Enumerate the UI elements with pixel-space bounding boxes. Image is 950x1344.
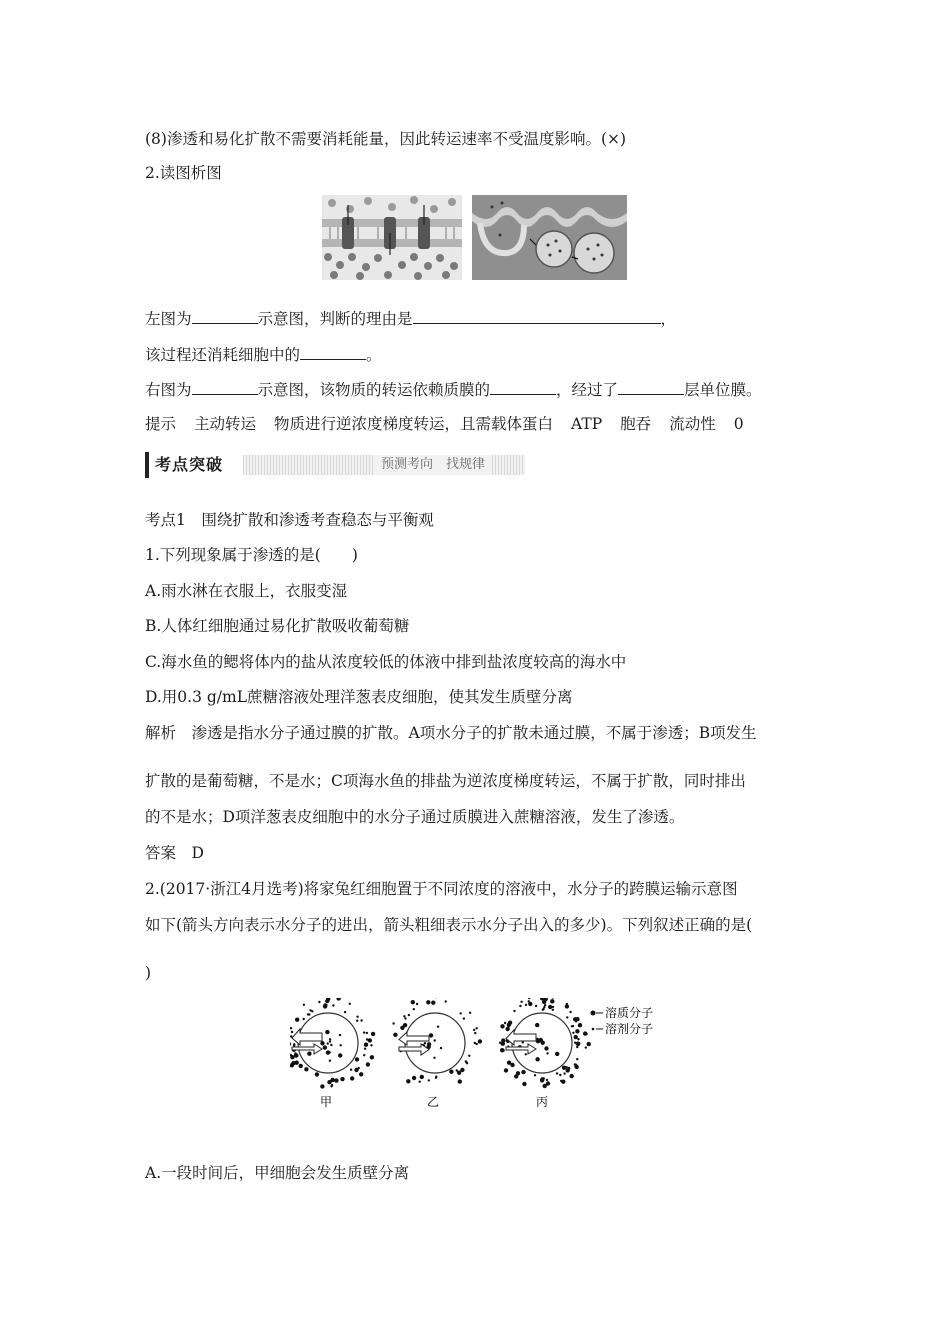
- molecule-dot: [585, 1033, 587, 1035]
- fill-line-3-a: 右图为: [145, 381, 192, 399]
- blank-2[interactable]: [413, 307, 661, 324]
- molecule-dot: [419, 1081, 421, 1083]
- molecule-dot: [466, 1062, 468, 1064]
- molecule-dot: [403, 1015, 405, 1017]
- molecule-dot: [332, 1004, 334, 1006]
- molecule-dot: [460, 1012, 462, 1014]
- cell-label-bing: 丙: [535, 1095, 549, 1109]
- molecule-dot: [542, 1009, 544, 1011]
- molecule-dot: [295, 1018, 299, 1022]
- molecule-dot: [323, 1045, 327, 1049]
- molecule-dot: [433, 1057, 435, 1059]
- molecule-dot: [307, 1052, 311, 1056]
- molecule-dot: [325, 1030, 329, 1034]
- molecule-dot: [349, 1003, 351, 1005]
- molecule-dot: [350, 1076, 354, 1080]
- question-2-line-2: 如下(箭头方向表示水分子的进出，箭头粗细表示水分子出入的多少)。下列叙述正确的是(: [145, 916, 753, 934]
- molecule-dot: [546, 1052, 548, 1054]
- molecule-dot: [535, 1057, 539, 1061]
- question-1-stem: 1.下列现象属于渗透的是( ): [145, 546, 358, 564]
- molecule-dot: [577, 1038, 579, 1040]
- fill-line-1-c: ，: [660, 310, 677, 328]
- molecule-dot: [548, 1005, 552, 1009]
- molecule-dot: [290, 1027, 292, 1029]
- molecule-dot: [563, 1072, 565, 1074]
- answer-line: 答案 D: [145, 844, 204, 862]
- molecule-dot: [544, 1004, 546, 1006]
- endocytosis-figure: [472, 195, 627, 280]
- banner-subtitle: 预测考向 找规律: [375, 455, 491, 475]
- molecule-dot: [363, 1054, 365, 1056]
- molecule-dot: [510, 1063, 514, 1067]
- fill-line-3-d: 层单位膜。: [684, 381, 762, 399]
- molecule-dot: [572, 1032, 574, 1034]
- molecule-dot: [329, 1040, 331, 1042]
- molecule-dot: [329, 1038, 331, 1040]
- molecule-dot: [528, 998, 530, 999]
- molecule-dot: [299, 1064, 303, 1068]
- molecule-dot: [576, 1046, 578, 1048]
- legend-solute-label: 溶质分子: [605, 1006, 654, 1020]
- molecule-dot: [364, 1048, 366, 1050]
- molecule-dot: [437, 1026, 439, 1028]
- molecule-dot: [340, 1077, 344, 1081]
- molecule-dot: [307, 1013, 309, 1015]
- molecule-dot: [559, 1074, 561, 1076]
- molecule-dot: [431, 1001, 435, 1005]
- molecule-dot: [473, 1029, 475, 1031]
- molecule-dot: [330, 1078, 334, 1082]
- question-1-option-a: A.雨水淋在衣服上，衣服变湿: [145, 582, 348, 600]
- molecule-dot: [334, 1078, 338, 1082]
- molecule-dot: [513, 1010, 515, 1012]
- molecule-dot: [449, 1070, 453, 1074]
- blank-1[interactable]: [192, 307, 258, 324]
- molecule-dot: [587, 1042, 591, 1046]
- hint-item: 胞吞: [620, 415, 652, 433]
- molecule-dot: [458, 1079, 462, 1083]
- analysis-line-3: 的不是水；D项洋葱表皮细胞中的水分子通过质膜进入蔗糖溶液，发生了渗透。: [145, 808, 685, 826]
- molecule-dot: [435, 1077, 437, 1079]
- molecule-dot: [504, 1022, 506, 1024]
- blank-6[interactable]: [618, 378, 684, 395]
- molecule-dot: [329, 1060, 331, 1062]
- molecule-dot: [424, 1042, 426, 1044]
- osmosis-cells-figure: [290, 998, 670, 1113]
- molecule-dot: [330, 1044, 332, 1046]
- molecule-dot: [358, 1067, 360, 1069]
- molecule-dot: [499, 1042, 501, 1044]
- molecule-dot: [476, 1027, 478, 1029]
- molecule-dot: [556, 1072, 558, 1074]
- molecule-dot: [565, 1004, 569, 1008]
- molecule-dot: [572, 1025, 574, 1027]
- molecule-dot: [393, 1033, 397, 1037]
- molecule-dot: [369, 1039, 371, 1041]
- water-out-arrow: [506, 1030, 536, 1045]
- fill-line-1: [145, 307, 676, 330]
- water-out-arrow: [292, 1029, 322, 1045]
- molecule-dot: [522, 1041, 524, 1043]
- molecule-dot: [371, 1032, 375, 1036]
- molecule-dot: [568, 1067, 570, 1069]
- molecule-dot: [339, 1034, 341, 1036]
- question-1-option-d: D.用0.3 g/mL蔗糖溶液处理洋葱表皮细胞，使其发生质壁分离: [145, 688, 573, 706]
- molecule-dot: [544, 1046, 548, 1050]
- hint-item: 物质进行逆浓度梯度转运，且需载体蛋白: [274, 415, 554, 433]
- molecule-dot: [566, 1016, 568, 1018]
- molecule-dot: [290, 1055, 294, 1059]
- hint-item: 0: [733, 415, 744, 433]
- molecule-dot: [552, 998, 554, 999]
- blank-4[interactable]: [192, 378, 258, 395]
- molecule-dot: [323, 1003, 327, 1007]
- molecule-dot: [370, 1055, 374, 1059]
- molecule-dot: [303, 1018, 305, 1020]
- molecule-dot: [504, 1068, 508, 1072]
- molecule-dot: [336, 998, 340, 1001]
- molecule-dot: [585, 1046, 587, 1048]
- molecule-dot: [576, 1042, 580, 1046]
- blank-3[interactable]: [300, 343, 366, 360]
- banner-title: 考点突破: [145, 452, 245, 478]
- molecule-dot: [476, 1043, 478, 1045]
- molecule-dot: [303, 1004, 305, 1006]
- molecule-dot: [535, 1005, 537, 1007]
- molecule-dot: [474, 1032, 476, 1034]
- molecule-dot: [320, 1041, 324, 1045]
- molecule-dot: [516, 1071, 520, 1075]
- water-in-arrow: [292, 1044, 322, 1054]
- molecule-dot: [370, 1044, 372, 1046]
- molecule-dot: [356, 1059, 358, 1061]
- fill-line-3-b: 示意图，该物质的转运依赖质膜的: [257, 381, 491, 399]
- molecule-dot: [406, 1079, 410, 1083]
- blank-5[interactable]: [490, 378, 556, 395]
- molecule-dot: [328, 1051, 330, 1053]
- molecule-dot: [520, 1001, 522, 1003]
- molecule-dot: [546, 1079, 548, 1081]
- molecule-dot: [576, 1058, 578, 1060]
- molecule-dot: [500, 1024, 504, 1028]
- molecule-dot: [445, 1000, 447, 1002]
- molecule-dot: [566, 1066, 568, 1068]
- molecule-dot: [574, 1035, 578, 1039]
- molecule-dot: [525, 1053, 527, 1055]
- molecule-dot: [315, 1072, 319, 1076]
- molecule-dot: [546, 1081, 550, 1085]
- molecule-dot: [366, 1032, 368, 1034]
- molecule-dot: [363, 1031, 365, 1033]
- molecule-dot: [434, 1039, 436, 1041]
- molecule-dot: [522, 1082, 526, 1086]
- molecule-dot: [427, 1042, 431, 1046]
- molecule-dot: [569, 1011, 571, 1013]
- legend-solvent-label: 溶剂分子: [605, 1022, 654, 1036]
- molecule-dot: [392, 1022, 394, 1024]
- molecule-dot: [293, 1044, 295, 1046]
- molecule-dot: [408, 1014, 410, 1016]
- molecule-dot: [350, 1069, 352, 1071]
- molecule-dot: [318, 1001, 320, 1003]
- fill-line-3-c: ，经过了: [556, 381, 619, 399]
- molecule-dot: [404, 1017, 406, 1019]
- molecule-dot: [535, 1023, 539, 1027]
- molecule-dot: [311, 1010, 313, 1012]
- fill-line-1-a: 左图为: [145, 310, 192, 328]
- molecule-dot: [463, 1017, 465, 1019]
- section-2-title: 2.读图析图: [145, 164, 222, 182]
- molecule-dot: [468, 1055, 470, 1057]
- hint-label: 提示: [145, 415, 177, 433]
- hint-item: 主动转运: [194, 415, 257, 433]
- molecule-dot: [519, 1005, 521, 1007]
- molecule-dot: [400, 1026, 404, 1030]
- fill-line-2-a: 该过程还消耗细胞中的: [145, 346, 301, 364]
- molecule-dot: [576, 1067, 578, 1069]
- molecule-dot: [578, 1023, 582, 1027]
- question-2-line-1: 2.(2017·浙江4月选考)将家兔红细胞置于不同浓度的溶液中，水分子的跨膜运输示意图: [145, 880, 738, 898]
- molecule-dot: [543, 1077, 545, 1079]
- molecule-dot: [330, 1085, 332, 1087]
- active-transport-figure: [322, 195, 462, 280]
- molecule-dot: [575, 1029, 579, 1033]
- molecule-dot: [501, 1038, 505, 1042]
- molecule-dot: [552, 1009, 554, 1011]
- molecule-dot: [469, 1012, 471, 1014]
- molecule-dot: [356, 1016, 358, 1018]
- section-banner: [145, 452, 525, 478]
- molecule-dot: [440, 1047, 442, 1049]
- molecule-dot: [478, 1039, 482, 1043]
- question-1-option-c: C.海水鱼的鳃将体内的盐从浓度较低的体液中排到盐浓度较高的海水中: [145, 653, 627, 671]
- question-1-option-b: B.人体红细胞通过易化扩散吸收葡萄糖: [145, 617, 410, 635]
- molecule-dot: [420, 1075, 424, 1079]
- analysis-line-2: 扩散的是葡萄糖，不是水；C项海水鱼的排盐为逆浓度梯度转运，不属于扩散，同时排出: [145, 772, 746, 790]
- molecule-dot: [525, 1004, 527, 1006]
- question-2-line-3: ): [145, 964, 152, 982]
- molecule-dot: [507, 1026, 509, 1028]
- molecule-dot: [560, 1080, 562, 1082]
- molecule-dot: [344, 1011, 346, 1013]
- molecule-dot: [570, 1074, 574, 1078]
- molecule-dot: [359, 1072, 363, 1076]
- molecule-dot: [534, 1074, 536, 1076]
- analysis-line-1: 解析 渗透是指水分子通过膜的扩散。A项水分子的扩散未通过膜，不属于渗透；B项发生: [145, 724, 757, 742]
- molecule-dot: [426, 1000, 430, 1004]
- molecule-dot: [364, 1043, 368, 1047]
- fill-line-2: [145, 343, 382, 366]
- review-item-8: (8)渗透和易化扩散不需要消耗能量，因此转运速率不受温度影响。(×): [145, 130, 627, 148]
- molecule-dot: [555, 1052, 559, 1056]
- molecule-dot: [327, 1042, 329, 1044]
- molecule-dot: [367, 1064, 369, 1066]
- molecule-dot: [521, 1070, 525, 1074]
- molecule-dot: [294, 1053, 298, 1057]
- molecule-dot: [338, 1053, 342, 1057]
- fill-line-1-b: 示意图，判断的理由是: [257, 310, 413, 328]
- cell-label-jia: 甲: [319, 1095, 333, 1109]
- question-2-option-a: A.一段时间后，甲细胞会发生质壁分离: [145, 1164, 410, 1182]
- fill-line-3: [145, 378, 762, 401]
- cell-membrane: [405, 1013, 465, 1073]
- molecule-dot: [356, 1020, 358, 1022]
- hint-item: ATP: [571, 415, 603, 433]
- molecule-dot: [290, 1042, 291, 1046]
- fill-line-2-b: 。: [366, 346, 382, 364]
- molecule-dot: [541, 1041, 545, 1045]
- molecule-dot: [411, 1000, 415, 1004]
- molecule-dot: [340, 1044, 342, 1046]
- molecule-dot: [428, 1079, 430, 1081]
- cell-label-yi: 乙: [426, 1095, 440, 1109]
- molecule-dot: [528, 1002, 532, 1006]
- molecule-dot: [413, 1008, 415, 1010]
- molecule-dot: [304, 1067, 308, 1071]
- molecule-dot: [573, 1017, 577, 1021]
- molecule-dot: [412, 1076, 416, 1080]
- molecule-dot: [360, 1019, 362, 1021]
- hint-item: 流动性: [669, 415, 716, 433]
- topic-1-heading: 考点1 围绕扩散和渗透考查稳态与平衡观: [145, 511, 434, 529]
- molecule-dot: [291, 1061, 295, 1065]
- molecule-dot: [550, 999, 554, 1003]
- molecule-dot: [500, 1048, 504, 1052]
- molecule-dot: [536, 1038, 538, 1040]
- molecule-dot: [320, 1084, 324, 1088]
- hint-line: [145, 413, 744, 435]
- molecule-dot: [416, 1003, 418, 1005]
- molecule-dot: [291, 1031, 293, 1033]
- molecule-dot: [456, 1069, 458, 1071]
